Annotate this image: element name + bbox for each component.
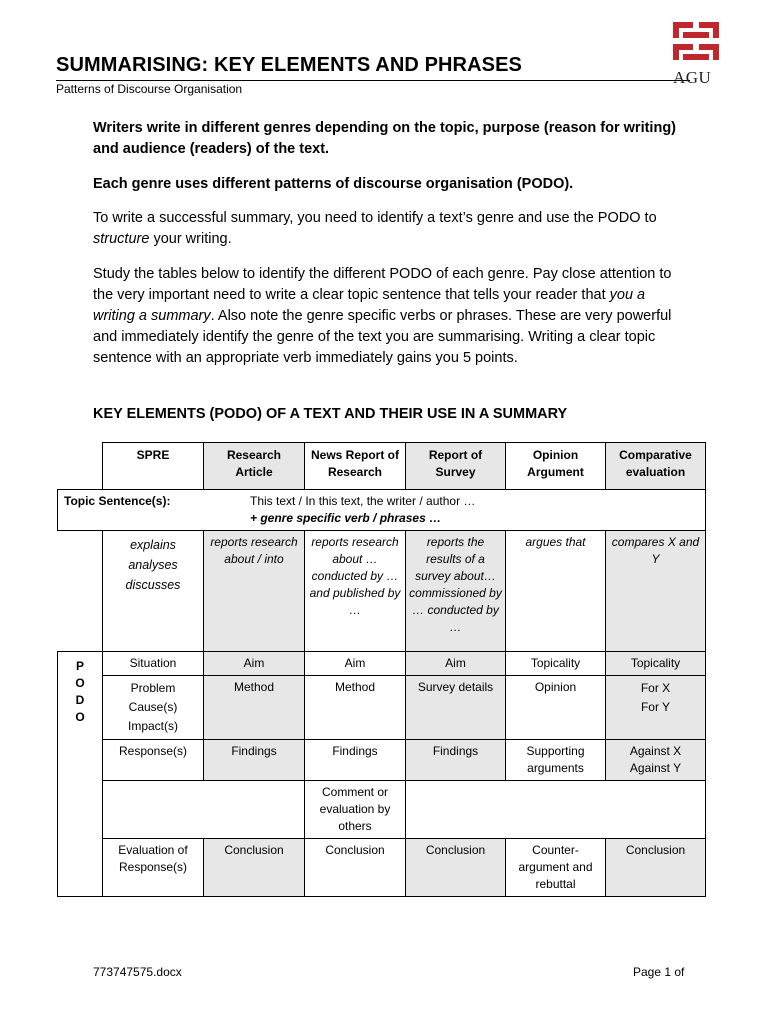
verbs-row [58,531,706,652]
table-row [58,676,706,740]
empty-cell [58,443,103,490]
footer-filename: 773747575.docx [93,965,182,979]
table-cell: Conclusion [406,839,506,897]
table-cell: Aim [406,652,506,676]
intro-paragraph-4 [93,264,683,369]
p3-text-b: your writing. [149,231,232,247]
table-cell: Aim [204,652,305,676]
column-header: Comparative evaluation [606,443,706,490]
table-cell: Findings [204,740,305,781]
topic-text [250,493,475,527]
title-rule [56,80,690,81]
p3-text-a: To write a successful summary, you need to identify a text’s genre and use the PODO to [93,210,657,226]
table-cell: Comment or evaluation by others [305,781,406,839]
table-cell [406,781,706,839]
table-cell: Situation [103,652,204,676]
table-row [58,740,706,781]
intro-paragraph-2: Each genre uses different patterns of discourse organisation (PODO). [93,176,574,192]
table-cell: Problem Cause(s) Impact(s) [103,676,204,740]
page-subtitle: Patterns of Discourse Organisation [56,82,243,96]
table-cell: Counter-argument and rebuttal [506,839,606,897]
table-cell [103,781,305,839]
verb-cell: argues that [506,531,606,652]
table-cell: Method [305,676,406,740]
table-cell: Supporting arguments [506,740,606,781]
table-cell: Conclusion [305,839,406,897]
p4-emphasis: you a writing a summary [93,287,646,324]
verb-cell: reports research about … conducted by … and published by … [305,531,406,652]
logo-text: AGU [673,68,712,87]
table-cell: Method [204,676,305,740]
column-header: Research Article [204,443,305,490]
p4-text-a: Study the tables below to identify the different PODO of each genre. Pay close attention to the very important need to write a clear topic sentence that tells your reader that [93,266,672,303]
table-header-row [58,443,706,490]
topic-label: Topic Sentence(s): [64,494,171,508]
podo-table [57,442,706,897]
table-cell: Opinion [506,676,606,740]
table-cell: Aim [305,652,406,676]
table-row [58,839,706,897]
table-cell: Survey details [406,676,506,740]
table-cell: Topicality [606,652,706,676]
table-cell: Findings [305,740,406,781]
verb-cell: reports the results of a survey about… commissioned by … conducted by … [406,531,506,652]
topic-sentence-row [58,490,706,531]
intro-paragraph-1: Writers write in different genres depending on the topic, purpose (reason for writing) and audience (readers) of the text. [93,120,677,157]
table-row [58,781,706,839]
verb-cell: compares X and Y [606,531,706,652]
table-cell: Findings [406,740,506,781]
p4-text-b: . Also note the genre specific verbs or phrases. These are very powerful and immediately identify the genre of the text you are summarising. Writing a clear topic sentence with an appropriate verb immediately gains you 5 points. [93,308,672,366]
table-cell: Against X Against Y [606,740,706,781]
column-header: News Report of Research [305,443,406,490]
column-header: Opinion Argument [506,443,606,490]
footer-page-number: Page 1 of [633,965,685,979]
verb-cell: explains analyses discusses [103,531,204,652]
page-title: SUMMARISING: KEY ELEMENTS AND PHRASES [56,54,522,76]
topic-sentence-cell [58,490,706,531]
podo-letters: P O D O [58,652,103,897]
verb-cell: reports research about / into [204,531,305,652]
intro-paragraph-3 [93,208,683,250]
table-cell: Evaluation of Response(s) [103,839,204,897]
section-heading: KEY ELEMENTS (PODO) OF A TEXT AND THEIR USE IN A SUMMARY [93,406,568,422]
p3-emphasis: structure [93,231,150,247]
topic-line-2: + genre specific verb / phrases … [250,511,442,525]
topic-line-1: This text / In this text, the writer / author … [250,494,476,508]
column-header: SPRE [103,443,204,490]
table-cell: Response(s) [103,740,204,781]
column-header: Report of Survey [406,443,506,490]
table-cell: For X For Y [606,676,706,740]
table-cell: Conclusion [204,839,305,897]
empty-cell [58,531,103,652]
table-cell: Topicality [506,652,606,676]
table-row [58,652,706,676]
table-cell: Conclusion [606,839,706,897]
